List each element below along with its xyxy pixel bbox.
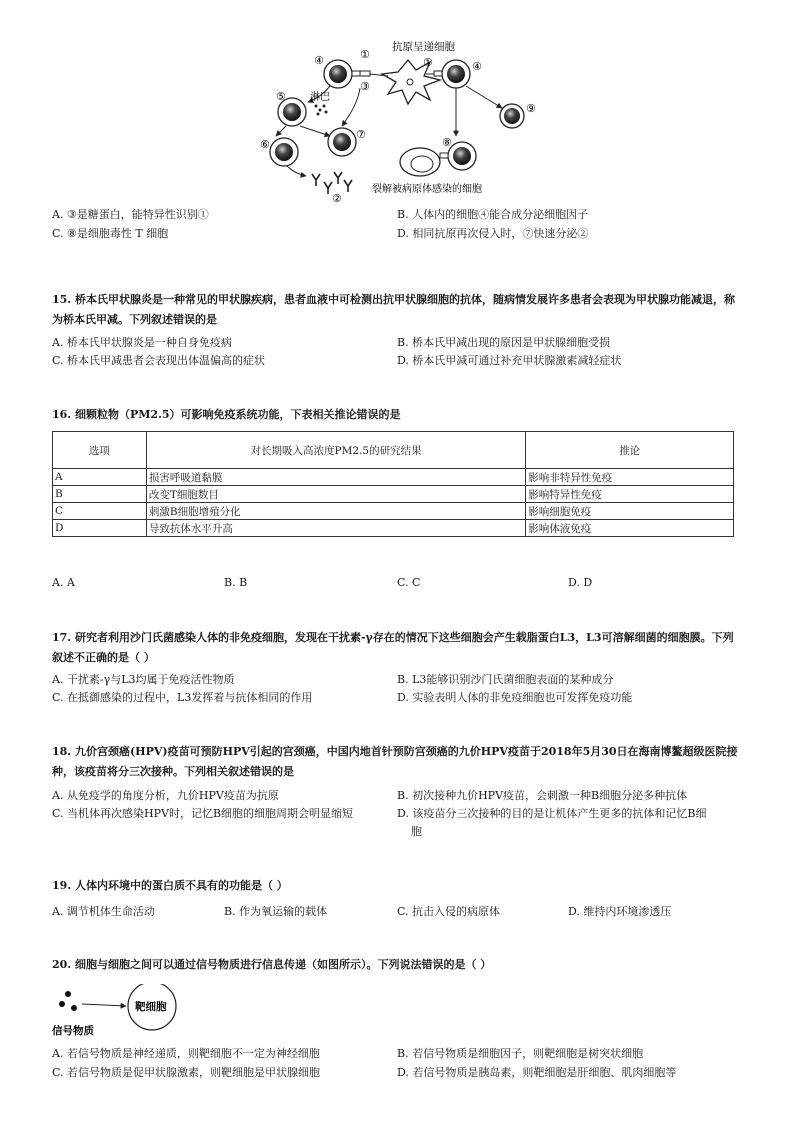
table-header: 对长期吸入高浓度PM2.5的研究结果 <box>146 432 525 469</box>
q15-stem: 15. 桥本氏甲状腺炎是一种常见的甲状腺疾病，患者血液中可检测出抗甲状腺细胞的抗体，随病情发展许多患者会表现为甲状腺功能减退，称为桥本氏甲减。下列叙述错误的是 <box>52 293 735 326</box>
label-5: ⑤ <box>276 90 286 103</box>
table-row <box>53 486 734 503</box>
cell-7 <box>328 128 356 156</box>
q18-option-d[interactable]: D. 该疫苗分三次接种的目的是让机体产生更多的抗体和记忆B细 <box>397 807 707 820</box>
q19-stem: 19. 人体内环境中的蛋白质不具有的功能是（ ） <box>52 879 288 892</box>
q17-option-b[interactable]: B. L3能够识别沙门氏菌细胞表面的某种成分 <box>397 673 614 686</box>
label-2: ② <box>332 192 342 205</box>
q17-option-c[interactable]: C. 在抵御感染的过程中，L3发挥着与抗体相同的作用 <box>52 691 313 704</box>
table-cell: 导致抗体水平升高 <box>146 520 525 537</box>
q20-option-d[interactable]: D. 若信号物质是胰岛素，则靶细胞是肝细胞、肌肉细胞等 <box>397 1066 677 1079</box>
label-7: ⑦ <box>356 128 366 141</box>
q20-option-b[interactable]: B. 若信号物质是细胞因子，则靶细胞是树突状细胞 <box>397 1047 644 1060</box>
target-cell-label: 靶细胞 <box>135 1001 167 1013</box>
q18-stem: 18. 九价宫颈癌(HPV)疫苗可预防HPV引起的宫颈癌，中国内地首针预防宫颈癌的九价HPV疫苗于2018年5月30日在海南博鳌超级医院接种，该疫苗将分三次接种。下列相关叙述错误的是 <box>52 745 738 778</box>
table-cell: 影响细胞免疫 <box>526 503 734 520</box>
cytokine-dots <box>315 105 328 116</box>
table-cell: 影响特异性免疫 <box>526 486 734 503</box>
table-cell: D <box>53 520 147 537</box>
antibodies <box>312 172 352 194</box>
label-9: ⑨ <box>526 102 536 115</box>
q16-option-a[interactable]: A. A <box>52 576 75 589</box>
label-3: ③ <box>360 80 370 93</box>
q16-table <box>52 431 734 537</box>
q14-option-a[interactable]: A. ③是糖蛋白，能特异性识别① <box>52 208 209 221</box>
q17-stem: 17. 研究者利用沙门氏菌感染人体的非免疫细胞，发现在干扰素-γ存在的情况下这些细胞会产生载脂蛋白L3，L3可溶解细菌的细胞膜。下列叙述不正确的是（ ） <box>52 631 734 664</box>
q14-option-c[interactable]: C. ⑧是细胞毒性 T 细胞 <box>52 227 169 240</box>
q20-stem: 20. 细胞与细胞之间可以通过信号物质进行信息传递（如图所示）。下列说法错误的是（ ） <box>52 958 492 971</box>
table-row <box>53 503 734 520</box>
label-4b: ④ <box>472 60 482 73</box>
label-1b: ① <box>423 56 433 69</box>
label-1a: ① <box>360 48 370 61</box>
table-cell: 改变T细胞数目 <box>146 486 525 503</box>
table-row <box>53 469 734 486</box>
q16-option-d[interactable]: D. D <box>568 576 593 589</box>
q19-option-a[interactable]: A. 调节机体生命活动 <box>52 905 155 918</box>
table-header-row <box>53 432 734 469</box>
cytokine-label: 淋巴 <box>310 92 330 103</box>
q18-option-a[interactable]: A. 从免疫学的角度分析，九价HPV疫苗为抗原 <box>52 789 279 802</box>
table-cell: 刺激B细胞增殖分化 <box>146 503 525 520</box>
label-8: ⑧ <box>442 136 452 149</box>
q15-option-d[interactable]: D. 桥本氏甲减可通过补充甲状腺激素减轻症状 <box>397 354 622 367</box>
label-6: ⑥ <box>260 138 270 151</box>
q19-option-b[interactable]: B. 作为氧运输的载体 <box>224 905 328 918</box>
table-row <box>53 520 734 537</box>
q20-option-a[interactable]: A. 若信号物质是神经递质，则靶细胞不一定为神经细胞 <box>52 1047 320 1060</box>
signal-label: 信号物质 <box>52 1025 94 1037</box>
q19-option-d[interactable]: D. 维持内环境渗透压 <box>568 905 672 918</box>
q17-option-d[interactable]: D. 实验表明人体的非免疫细胞也可发挥免疫功能 <box>397 691 633 704</box>
signal-diagram <box>52 984 192 1040</box>
q15-option-b[interactable]: B. 桥本氏甲减出现的原因是甲状腺细胞受损 <box>397 336 611 349</box>
q16-option-b[interactable]: B. B <box>224 576 248 589</box>
q15-option-c[interactable]: C. 桥本氏甲减患者会表现出体温偏高的症状 <box>52 354 266 367</box>
lysis-label: 裂解被病原体感染的细胞 <box>372 184 482 195</box>
table-cell: 损害呼吸道黏膜 <box>146 469 525 486</box>
q18-option-c[interactable]: C. 当机体再次感染HPV时，记忆B细胞的细胞周期会明显缩短 <box>52 807 354 820</box>
q17-option-a[interactable]: A. 干扰素-γ与L3均属于免疫活性物质 <box>52 673 235 686</box>
q16-option-c[interactable]: C. C <box>397 576 421 589</box>
cell-9 <box>500 104 524 128</box>
table-header: 推论 <box>526 432 734 469</box>
q14-option-b[interactable]: B. 人体内的细胞④能合成分泌细胞因子 <box>397 208 589 221</box>
q14-option-d[interactable]: D. 相同抗原再次侵入时，⑦快速分泌② <box>397 227 589 240</box>
q15-option-a[interactable]: A. 桥本氏甲状腺炎是一种自身免疫病 <box>52 336 232 349</box>
q16-stem: 16. 细颗粒物（PM2.5）可影响免疫系统功能，下表相关推论错误的是 <box>52 408 401 421</box>
table-cell: A <box>53 469 147 486</box>
q20-option-c[interactable]: C. 若信号物质是促甲状腺激素，则靶细胞是甲状腺细胞 <box>52 1066 321 1079</box>
table-cell: C <box>53 503 147 520</box>
apc-label: 抗原呈递细胞 <box>392 41 455 53</box>
table-header: 选项 <box>53 432 147 469</box>
table-cell: 影响非特异性免疫 <box>526 469 734 486</box>
cell-4-left <box>324 60 388 88</box>
q18-option-b[interactable]: B. 初次接种九价HPV疫苗，会刺激一种B细胞分泌多种抗体 <box>397 789 688 802</box>
cell-6 <box>270 138 298 166</box>
table-cell: 影响体液免疫 <box>526 520 734 537</box>
label-4a: ④ <box>314 54 324 67</box>
table-cell: B <box>53 486 147 503</box>
q18-option-d-cont: 胞 <box>411 825 422 838</box>
immune-cell-diagram <box>250 40 550 210</box>
q19-option-c[interactable]: C. 抗击入侵的病原体 <box>397 905 501 918</box>
